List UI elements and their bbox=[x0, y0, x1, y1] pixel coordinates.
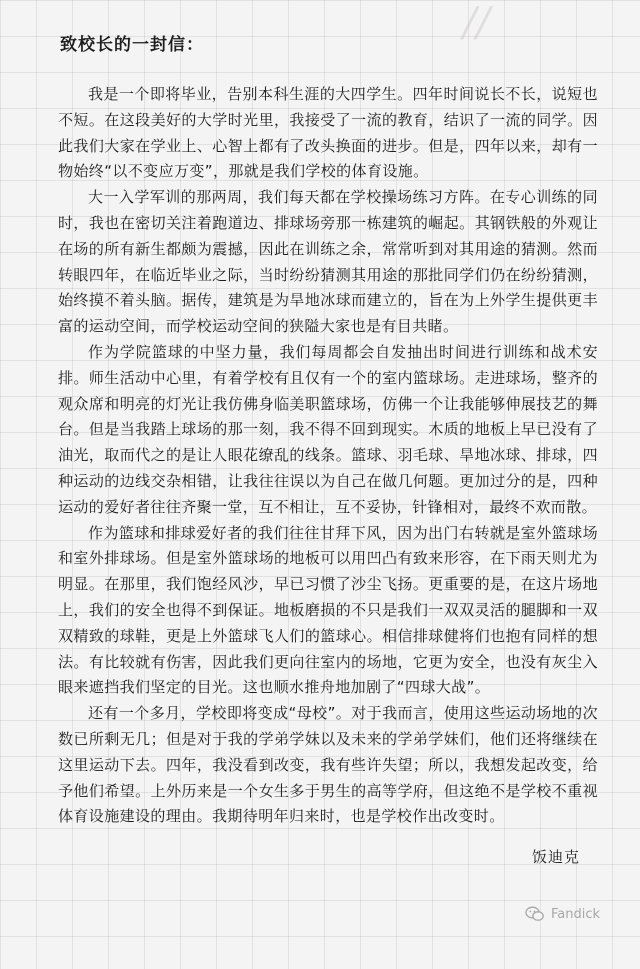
paragraph-4: 作为篮球和排球爱好者的我们往往甘拜下风，因为出门右转就是室外篮球场和室外排球场。但是室外篮球场的地板可以用凹凸有致来形容，在下雨天则尤为明显。在那里，我们饱经风沙，早已习惯了沙尘飞扬。更重要的是，在这片场地上，我们的安全也得不到保证。地板磨损的不只是我们一双双灵活的腿脚和一双双精致的球鞋，更是上外篮球飞人们的篮球心。相信排球健将们也抱有同样的想法。有比较就有伤害，因此我们更向往室内的场地，它更为安全，也没有灰尘入眼来遮挡我们坚定的目光。这也顺水推舟地加剧了“四球大战”。 bbox=[58, 523, 598, 697]
letter-body bbox=[58, 82, 598, 830]
letter-title: 致校长的一封信： bbox=[60, 35, 204, 55]
paragraph-5: 还有一个多月，学校即将变成“母校”。对于我而言，使用这些运动场地的次数已所剩无几；但是对于我的学弟学妹以及未来的学弟学妹们，他们还将继续在这里运动下去。四年，我没看到改变，我有些许失望；所以，我想发起改变，给予他们希望。上外历来是一个女生多于男生的高等学府，但这绝不是学校不重视体育设施建设的理由。我期待明年归来时，也是学校作出改变时。 bbox=[58, 704, 598, 826]
paragraph-1: 我是一个即将毕业，告别本科生涯的大四学生。四年时间说长不长，说短也不短。在这段美好的大学时光里，我接受了一流的教育，结识了一流的同学。因此我们大家在学业上、心智上都有了改头换面的进步。但是，四年以来，却有一物始终“以不变应万变”，那就是我们学校的体育设施。 bbox=[58, 85, 598, 181]
paragraph-3: 作为学院篮球的中坚力量，我们每周都会自发抽出时间进行训练和战术安排。师生活动中心里，有着学校有且仅有一个的室内篮球场。走进球场，整齐的观众席和明亮的灯光让我仿佛身临美职篮球场，仿佛一个让我能够伸展技艺的舞台。但是当我踏上球场的那一刻，我不得不回到现实。木质的地板上早已没有了油光，取而代之的是让人眼花缭乱的线条。篮球、羽毛球、旱地冰球、排球，四种运动的边线交杂相错，让我往往误以为自己在做几何题。更加过分的是，四种运动的爱好者往往齐聚一堂，互不相让，互不妥协，针锋相对，最终不欢而散。 bbox=[58, 342, 598, 516]
decorative-stroke: // bbox=[463, 0, 490, 46]
wechat-icon bbox=[525, 906, 545, 922]
watermark-text: Fandick bbox=[550, 906, 600, 922]
signature: 饭迪克 bbox=[531, 848, 580, 866]
paragraph-2: 大一入学军训的那两周，我们每天都在学校操场练习方阵。在专心训练的同时，我也在密切关注着跑道边、排球场旁那一栋建筑的崛起。其钢铁般的外观让在场的所有新生都颇为震撼，因此在训练之余，常常听到对其用途的猜测。然而转眼四年，在临近毕业之际，当时纷纷猜测其用途的那批同学们仍在纷纷猜测，始终摸不着头脑。据传，建筑是为旱地冰球而建立的，旨在为上外学生提供更丰富的运动空间，而学校运动空间的狭隘大家也是有目共睹。 bbox=[58, 188, 598, 336]
watermark bbox=[525, 906, 600, 922]
